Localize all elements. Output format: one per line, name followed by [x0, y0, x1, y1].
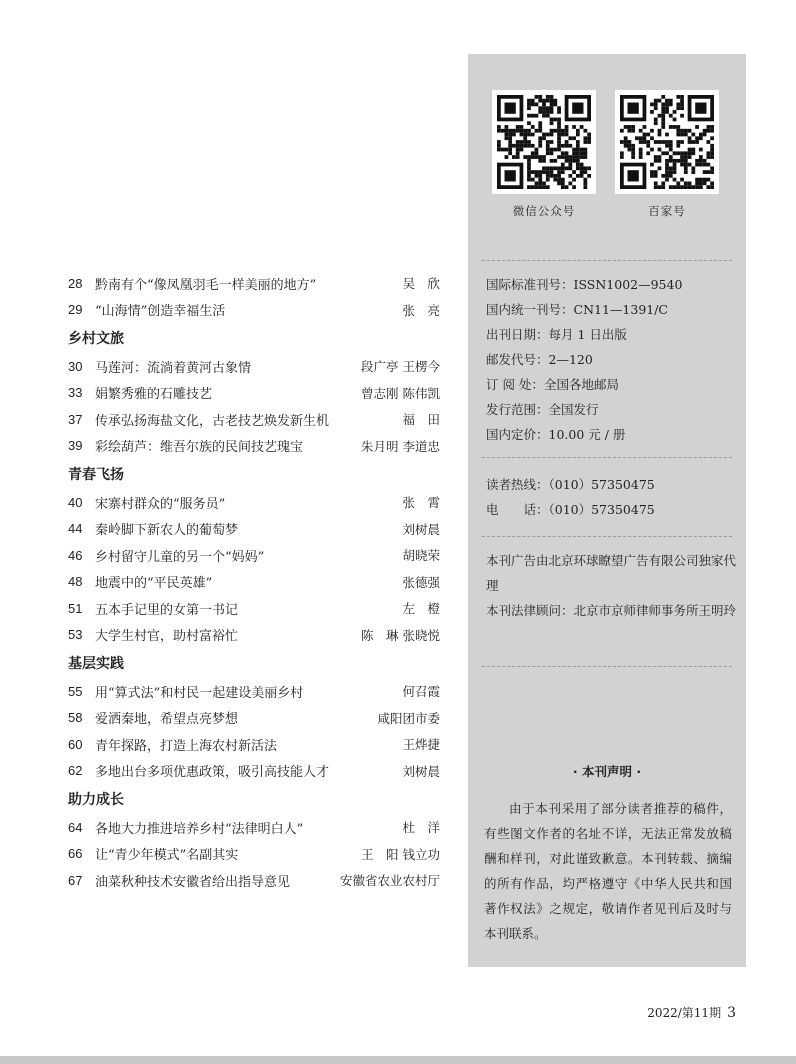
toc-author: 杜 洋: [402, 820, 440, 836]
toc-author: 福 田: [402, 412, 440, 428]
toc-author: 胡晓荣: [402, 548, 440, 564]
toc-entry[interactable]: [68, 678, 440, 705]
wechat-qr[interactable]: [492, 90, 596, 219]
info-line: 出刊日期：每月 1 日出版: [486, 327, 627, 342]
toc-entry[interactable]: [68, 731, 440, 758]
toc-entry[interactable]: [68, 542, 440, 569]
toc-author: 张德强: [402, 574, 440, 590]
toc-author: 何召霞: [402, 684, 440, 700]
notice-title: · 本刊声明 ·: [572, 764, 642, 779]
toc-title: 油菜秋种技术安徽省给出指导意见: [95, 874, 291, 890]
toc-title: 宋寨村群众的“服务员”: [95, 496, 226, 512]
toc-author: 咸阳团市委: [377, 710, 440, 726]
toc-author: 朱月明 李道忠: [361, 438, 440, 454]
toc-title: 乡村留守儿童的另一个“妈妈”: [95, 549, 265, 565]
qr-code-icon: [615, 90, 719, 194]
reader-hotline: 读者热线：（010）57350475: [486, 477, 655, 492]
toc-author: 左 橙: [402, 601, 440, 617]
toc-author: 刘树晨: [402, 521, 440, 537]
toc-entry[interactable]: [68, 569, 440, 596]
toc-entry[interactable]: [68, 758, 440, 785]
toc-entry[interactable]: [68, 489, 440, 516]
toc-page-number: 62: [68, 763, 83, 779]
toc-author: 陈 琳 张晓悦: [361, 627, 440, 643]
info-line: 邮发代号：2—120: [486, 352, 593, 367]
toc-page-number: 66: [68, 846, 83, 862]
toc-page-number: 39: [68, 438, 83, 454]
toc-page-number: 37: [68, 411, 83, 427]
baijiahao-qr[interactable]: [615, 90, 719, 219]
toc-title: 娟繁秀雅的石雕技艺: [95, 387, 213, 403]
toc-page-number: 28: [68, 275, 83, 291]
phone-line: 电 话：（010）57350475: [486, 502, 655, 517]
toc-entry[interactable]: [68, 595, 440, 622]
toc-title: 彩绘葫芦：维吾尔族的民间技艺瑰宝: [95, 440, 304, 456]
toc-page-number: 58: [68, 710, 83, 726]
toc-title: 大学生村官，助村富裕忙: [95, 629, 239, 645]
toc-author: 张 亮: [402, 302, 440, 318]
toc-title: 马莲河：流淌着黄河古象情: [95, 360, 252, 376]
toc-author: 王烨捷: [402, 737, 440, 753]
toc-entry[interactable]: [68, 867, 440, 894]
toc-entry[interactable]: [68, 270, 440, 297]
toc-entry[interactable]: [68, 433, 440, 460]
toc-title: 爱洒秦地，希望点亮梦想: [95, 712, 239, 728]
toc-page-number: 48: [68, 574, 83, 590]
toc-title: 多地出台多项优惠政策，吸引高技能人才: [95, 765, 330, 781]
table-of-contents: [68, 270, 440, 894]
publication-info: [486, 272, 682, 447]
toc-page-number: 60: [68, 736, 83, 752]
toc-author: 曾志刚 陈伟凯: [361, 385, 440, 401]
toc-page-number: 64: [68, 819, 83, 835]
info-panel: [468, 54, 746, 967]
toc-page-number: 51: [68, 600, 83, 616]
divider: [482, 666, 732, 667]
toc-title: 秦岭脚下新农人的葡萄梦: [95, 523, 239, 539]
section-heading: 青春飞扬: [68, 467, 124, 483]
qr-label-baijiahao: 百家号: [648, 204, 686, 218]
toc-entry[interactable]: [68, 622, 440, 649]
toc-page-number: 44: [68, 521, 83, 537]
ad-and-legal: [486, 548, 736, 623]
notice-body: 由于本刊采用了部分读者推荐的稿件，有些图文作者的名址不详，无法正常发放稿酬和样刊，对此谨致歉意。本刊转载、摘编的所有作品，均严格遵守《中华人民共和国著作权法》之规定，敬请作者见刊后及时与本刊联系。: [484, 801, 732, 941]
toc-page-number: 67: [68, 872, 83, 888]
issue-label: 2022/第11期: [647, 1006, 722, 1020]
toc-page-number: 29: [68, 302, 83, 318]
divider: [482, 457, 732, 458]
info-line: 发行范围：全国发行: [486, 402, 599, 417]
qr-code-icon: [492, 90, 596, 194]
toc-page-number: 55: [68, 683, 83, 699]
ad-agent-text: 本刊广告由北京环球瞭望广告有限公司独家代理: [486, 553, 737, 593]
toc-page-number: 40: [68, 494, 83, 510]
toc-entry[interactable]: [68, 814, 440, 841]
section-heading: 助力成长: [68, 792, 124, 808]
divider: [482, 260, 732, 261]
info-line: 订 阅 处：全国各地邮局: [486, 377, 619, 392]
toc-entry[interactable]: [68, 406, 440, 433]
info-line: 国内定价：10.00 元 / 册: [486, 427, 626, 442]
toc-entry[interactable]: [68, 705, 440, 732]
section-heading: 乡村文旅: [68, 331, 124, 347]
toc-title: 用“算式法”和村民一起建设美丽乡村: [95, 685, 304, 701]
qr-label-wechat: 微信公众号: [512, 204, 576, 218]
legal-advisor-text: 本刊法律顾问：北京市京师律师事务所王明玲: [486, 603, 737, 618]
toc-entry[interactable]: [68, 516, 440, 543]
info-line: 国际标准刊号：ISSN1002—9540: [486, 277, 683, 292]
toc-author: 刘树晨: [402, 763, 440, 779]
toc-page-number: 46: [68, 547, 83, 563]
toc-page-number: 30: [68, 358, 83, 374]
page-footer: [647, 1004, 736, 1021]
toc-author: 安徽省农业农村厅: [339, 873, 440, 889]
info-line: 国内统一刊号：CN11—1391/C: [486, 302, 668, 317]
contact-info: [486, 472, 655, 522]
toc-author: 吴 欣: [402, 276, 440, 292]
toc-entry[interactable]: [68, 353, 440, 380]
toc-page-number: 33: [68, 385, 83, 401]
divider: [482, 536, 732, 537]
toc-entry[interactable]: [68, 841, 440, 868]
toc-title: 黔南有个“像凤凰羽毛一样美丽的地方”: [95, 277, 317, 293]
toc-title: 五本手记里的女第一书记: [95, 602, 239, 618]
toc-entry[interactable]: [68, 380, 440, 407]
bottom-bar: [0, 1056, 796, 1064]
toc-page-number: 53: [68, 627, 83, 643]
toc-entry[interactable]: [68, 297, 440, 324]
toc-author: 张 霄: [402, 495, 440, 511]
toc-title: 各地大力推进培养乡村“法律明白人”: [95, 821, 304, 837]
toc-title: 青年探路，打造上海农村新活法: [95, 738, 278, 754]
toc-title: “山海情”创造幸福生活: [95, 304, 226, 320]
toc-title: 地震中的“平民英雄”: [95, 576, 213, 592]
section-heading: 基层实践: [68, 656, 124, 672]
page-number: 3: [727, 1005, 736, 1021]
toc-author: 王 阳 钱立功: [361, 846, 440, 862]
toc-author: 段广亭 王楞今: [361, 359, 440, 375]
toc-title: 传承弘扬海盐文化，古老技艺焕发新生机: [95, 413, 330, 429]
toc-title: 让“青少年模式”名副其实: [95, 848, 239, 864]
